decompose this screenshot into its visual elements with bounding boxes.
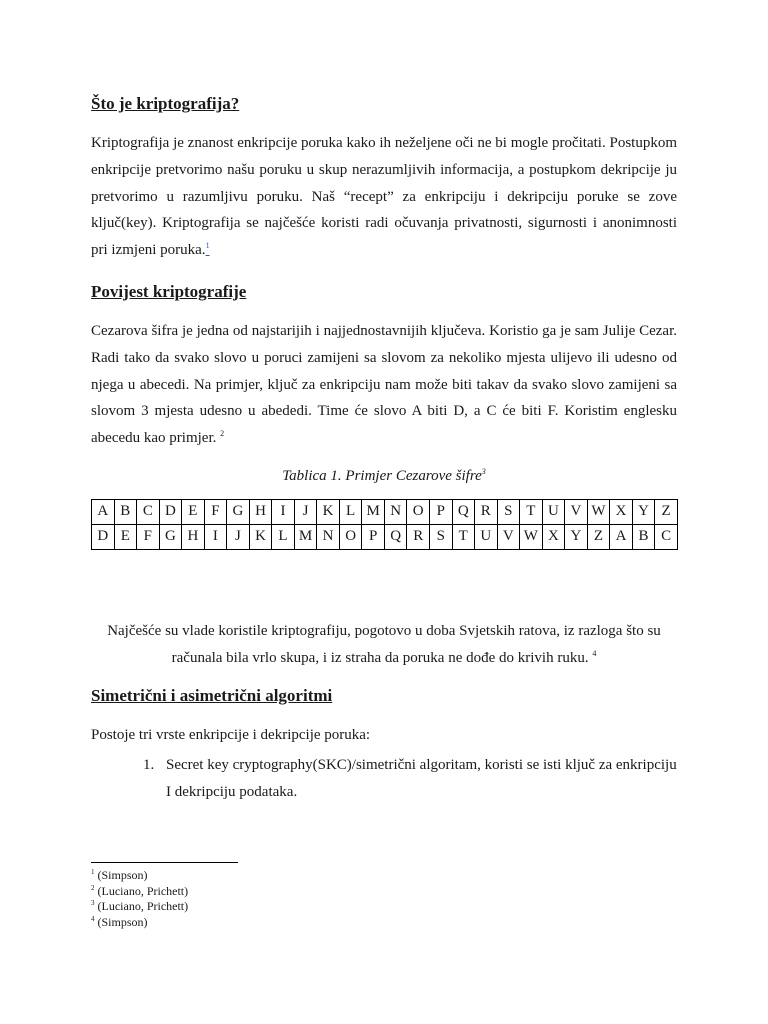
cipher-cell: I (204, 524, 227, 549)
footnote-item (91, 884, 391, 900)
list-item: 1. Secret key cryptography(SKC)/simetrični algoritam, koristi se isti ključ za enkripciju I dekripciju podataka. (158, 752, 677, 806)
plain-cell: Y (632, 499, 655, 524)
cipher-cell: T (452, 524, 475, 549)
footnote-number: 2 (91, 883, 95, 892)
cipher-cell: U (475, 524, 498, 549)
algorithm-list (91, 752, 677, 806)
plain-cell: P (429, 499, 452, 524)
footnote-number: 3 (91, 899, 95, 907)
cipher-cell: K (249, 524, 272, 549)
plain-cell: A (92, 499, 115, 524)
cipher-cell: M (294, 524, 317, 549)
cipher-cell: P (362, 524, 385, 549)
plain-cell: K (317, 499, 340, 524)
cipher-cell: A (610, 524, 633, 549)
cipher-cell: B (632, 524, 655, 549)
cipher-cell: Z (587, 524, 610, 549)
plain-cell: V (565, 499, 588, 524)
cipher-cell: N (317, 524, 340, 549)
plain-cell: U (542, 499, 565, 524)
cipher-cell: L (272, 524, 295, 549)
footnote-text: (Simpson) (97, 914, 148, 929)
cipher-cell: H (182, 524, 205, 549)
heading-povijest-kriptografije: Povijest kriptografije (91, 281, 247, 301)
footnote-ref-3: 3 (481, 466, 486, 476)
cipher-cell: F (137, 524, 160, 549)
paragraph-three-types: Postoje tri vrste enkripcije i dekripcije poruka: (91, 726, 371, 743)
footnote-ref-4: 4 (592, 648, 597, 658)
caesar-cipher-table (91, 499, 678, 550)
plain-cell: J (294, 499, 317, 524)
plain-cell: Z (655, 499, 678, 524)
footnotes (91, 862, 391, 930)
cipher-cell: J (227, 524, 250, 549)
cipher-cell: O (339, 524, 362, 549)
cipher-cell: Y (565, 524, 588, 549)
footnote-number: 4 (91, 914, 95, 923)
plain-cell: R (475, 499, 498, 524)
plain-cell: F (204, 499, 227, 524)
footnote-ref-2: 2 (220, 429, 225, 439)
cipher-cell: R (407, 524, 430, 549)
footnote-item (91, 868, 391, 884)
plain-cell: G (227, 499, 250, 524)
document-body (91, 92, 677, 806)
footnote-item (91, 899, 391, 915)
paragraph-governments: Najčešće su vlade koristile kriptografiju, pogotovo u doba Svjetskih ratova, iz razloga što su računala bila vrlo skupa, i iz straha da poruka ne dođe do krivih ruku. $^4$ (107, 622, 661, 666)
footnote-separator (91, 862, 238, 863)
heading-sto-je-kriptografija: Što je kriptografija? (91, 94, 240, 113)
paragraph-intro: Kriptografija je znanost enkripcije poruka kako ih neželjene oči ne bi mogle pročitati. Postupkom enkripcije pretvorimo našu poruku u skup nerazumljivih informacija, a postupkom dekripcije ju pretvorimo u razumljivu poruku. Naš “recept” za enkripciju i dekripciju poruke se zove ključ(key). Kriptografija se najčešće koristi radi očuvanja privatnosti, sigurnosti i anonimnosti pri izmjeni poruka.$^1$ (91, 135, 677, 259)
plain-cell: L (339, 499, 362, 524)
heading-simetricni-asimetricni: Simetrični i asimetrični algoritmi (91, 685, 333, 705)
plain-cell: X (610, 499, 633, 524)
cipher-cell: V (497, 524, 520, 549)
plain-cell: H (249, 499, 272, 524)
plain-cell: W (587, 499, 610, 524)
paragraph-history: Cezarova šifra je jedna od najstarijih i najjednostavnijih ključeva. Koristio ga je sam Julije Cezar. Radi tako da svako slovo u poruci zamijeni sa slovom za nekoliko mjesta ulijevo ili udesno od njega u abecedi. Na primjer, ključ za enkripciju nam može biti takav da svako slovo zamijeni sa slovom 3 mjesta udesno u abededi. Time će slovo A biti D, a C će biti F. Koristim englesku abecedu kao primjer. $^2$ (91, 322, 677, 447)
plain-cell: N (384, 499, 407, 524)
plain-cell: T (520, 499, 543, 524)
cipher-cell: G (159, 524, 182, 549)
footnote-item (91, 915, 391, 931)
table-row-cipher (92, 524, 678, 549)
cipher-cell: C (655, 524, 678, 549)
table-row-plain (92, 499, 678, 524)
plain-cell: E (182, 499, 205, 524)
footnote-ref-1[interactable]: 1 (205, 241, 210, 251)
footnote-number: 1 (91, 868, 95, 876)
cipher-cell: X (542, 524, 565, 549)
plain-cell: Q (452, 499, 475, 524)
footnote-list (91, 868, 391, 930)
cipher-cell: W (520, 524, 543, 549)
plain-cell: B (114, 499, 137, 524)
cipher-cell: Q (384, 524, 407, 549)
footnote-text: (Luciano, Prichett) (97, 899, 189, 913)
plain-cell: I (272, 499, 295, 524)
footnote-text: (Luciano, Prichett) (97, 883, 189, 898)
plain-cell: C (137, 499, 160, 524)
cipher-cell: E (114, 524, 137, 549)
plain-cell: D (159, 499, 182, 524)
footnote-text: (Simpson) (97, 868, 148, 882)
table-caption: Tablica 1. Primjer Cezarove šifre$^3$ (282, 466, 486, 484)
plain-cell: S (497, 499, 520, 524)
cipher-cell: S (429, 524, 452, 549)
plain-cell: M (362, 499, 385, 524)
plain-cell: O (407, 499, 430, 524)
cipher-cell: D (92, 524, 115, 549)
